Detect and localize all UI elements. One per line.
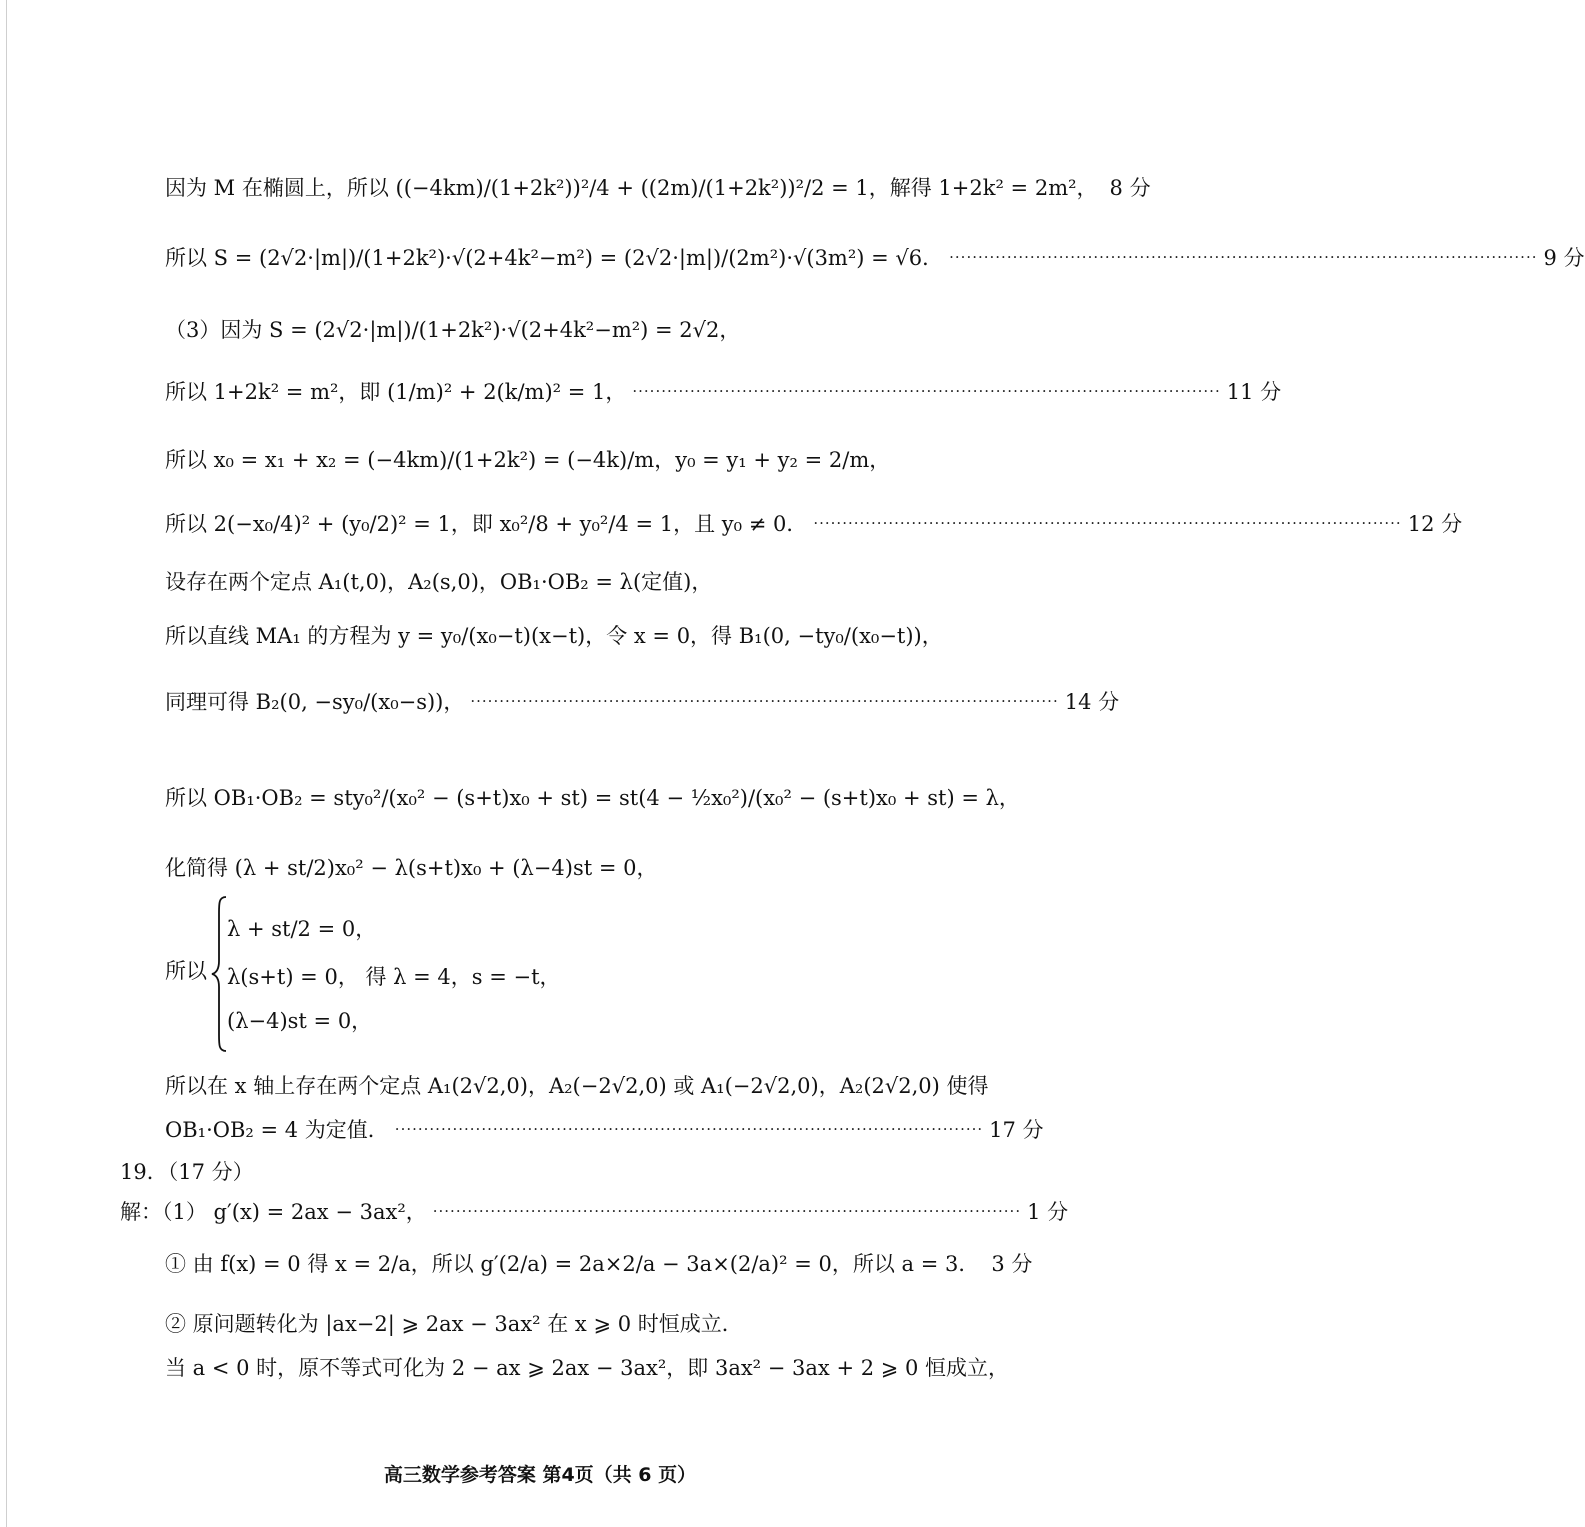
line-text: 当 a < 0 时，原不等式可化为 2 − ax ⩾ 2ax − 3ax²，即 3ax² − 3ax + 2 ⩾ 0 恒成立，: [165, 1356, 1010, 1380]
score-mark: 11 分: [1226, 380, 1282, 404]
system-case: λ(s+t) = 0， 得 λ = 4，s = −t，: [227, 965, 561, 989]
solution-line: [165, 686, 1120, 716]
equation-system: [165, 895, 685, 1055]
score-mark: 8 分: [1109, 176, 1151, 200]
solution-line: [165, 376, 1282, 406]
leader-dots: ······································································································: [813, 514, 1402, 532]
line-text: 所以直线 MA₁ 的方程为 y = y₀/(x₀−t)(x−t)，令 x = 0，得 B₁(0, −ty₀/(x₀−t))，: [165, 624, 943, 648]
line-text: 所以 OB₁·OB₂ = sty₀²/(x₀² − (s+t)x₀ + st) = st(4 − ½x₀²)/(x₀² − (s+t)x₀ + st) = λ，: [165, 786, 1020, 810]
solution-line: [120, 1196, 1069, 1226]
line-text: ② 原问题转化为 |ax−2| ⩾ 2ax − 3ax² 在 x ⩾ 0 时恒成立．: [165, 1312, 743, 1336]
score-mark: 1 分: [1027, 1200, 1069, 1224]
score-mark: 9 分: [1543, 246, 1585, 270]
solution-line: [165, 1308, 1002, 1338]
solution-line: [165, 852, 1002, 882]
line-text: 解：（1） g′(x) = 2ax − 3ax²，: [120, 1200, 427, 1224]
line-text: 因为 M 在椭圆上，所以 ((−4km)/(1+2k²))²/4 + ((2m)/(1+2k²))²/2 = 1，解得 1+2k² = 2m²，: [165, 176, 1098, 200]
score-mark: 14 分: [1064, 690, 1120, 714]
system-label: 所以: [165, 959, 207, 983]
solution-line: [165, 242, 1585, 272]
line-text: （3）因为 S = (2√2·|m|)/(1+2k²)·√(2+4k²−m²) = 2√2，: [165, 318, 741, 342]
system-case: λ + st/2 = 0，: [227, 917, 377, 941]
line-text: ① 由 f(x) = 0 得 x = 2/a，所以 g′(2/a) = 2a×2/a − 3a×(2/a)² = 0，所以 a = 3．: [165, 1252, 980, 1276]
leader-dots: ······································································································: [632, 382, 1221, 400]
line-text: 所以 x₀ = x₁ + x₂ = (−4km)/(1+2k²) = (−4k)/m，y₀ = y₁ + y₂ = 2/m，: [165, 448, 891, 472]
line-text: 所以在 x 轴上存在两个定点 A₁(2√2,0)，A₂(−2√2,0) 或 A₁(−2√2,0)，A₂(2√2,0) 使得: [165, 1074, 989, 1098]
system-case: (λ−4)st = 0，: [227, 1009, 373, 1033]
solution-line: [165, 566, 1002, 596]
solution-line: [165, 508, 1463, 538]
solution-line: [165, 444, 1002, 474]
solution-line: [165, 620, 1002, 650]
page-edge: [6, 0, 7, 1527]
line-text: 所以 2(−x₀/4)² + (y₀/2)² = 1，即 x₀²/8 + y₀²/4 = 1，且 y₀ ≠ 0．: [165, 512, 808, 536]
score-mark: 17 分: [989, 1118, 1044, 1142]
problem-heading: [120, 1156, 1002, 1186]
score-mark: 12 分: [1407, 512, 1463, 536]
line-text: 19．（17 分）: [120, 1160, 254, 1184]
score-mark: 3 分: [991, 1252, 1033, 1276]
solution-line: [165, 1070, 1002, 1100]
solution-line: [165, 1248, 1033, 1278]
solution-line: [165, 782, 1020, 812]
solution-line: [165, 1352, 1010, 1382]
leader-dots: ······································································································: [394, 1120, 984, 1138]
line-text: 化简得 (λ + st/2)x₀² − λ(s+t)x₀ + (λ−4)st = 0，: [165, 856, 658, 880]
leader-dots: ······································································································: [470, 692, 1059, 710]
line-text: 设存在两个定点 A₁(t,0)，A₂(s,0)，OB₁·OB₂ = λ(定值)，: [165, 570, 713, 594]
solution-line: [165, 1114, 1044, 1144]
solution-line: [165, 172, 1151, 202]
line-text: 所以 1+2k² = m²，即 (1/m)² + 2(k/m)² = 1，: [165, 380, 627, 404]
leader-dots: ······································································································: [432, 1202, 1022, 1220]
leader-dots: ······································································································: [949, 248, 1538, 266]
line-text: OB₁·OB₂ = 4 为定值．: [165, 1118, 389, 1142]
solution-line: [165, 314, 1002, 344]
line-text: 所以 S = (2√2·|m|)/(1+2k²)·√(2+4k²−m²) = (2√2·|m|)/(2m²)·√(3m²) = √6．: [165, 246, 944, 270]
page-footer: 高三数学参考答案 第4页（共 6 页）: [383, 1464, 697, 1486]
line-text: 同理可得 B₂(0, −sy₀/(x₀−s))，: [165, 690, 465, 714]
